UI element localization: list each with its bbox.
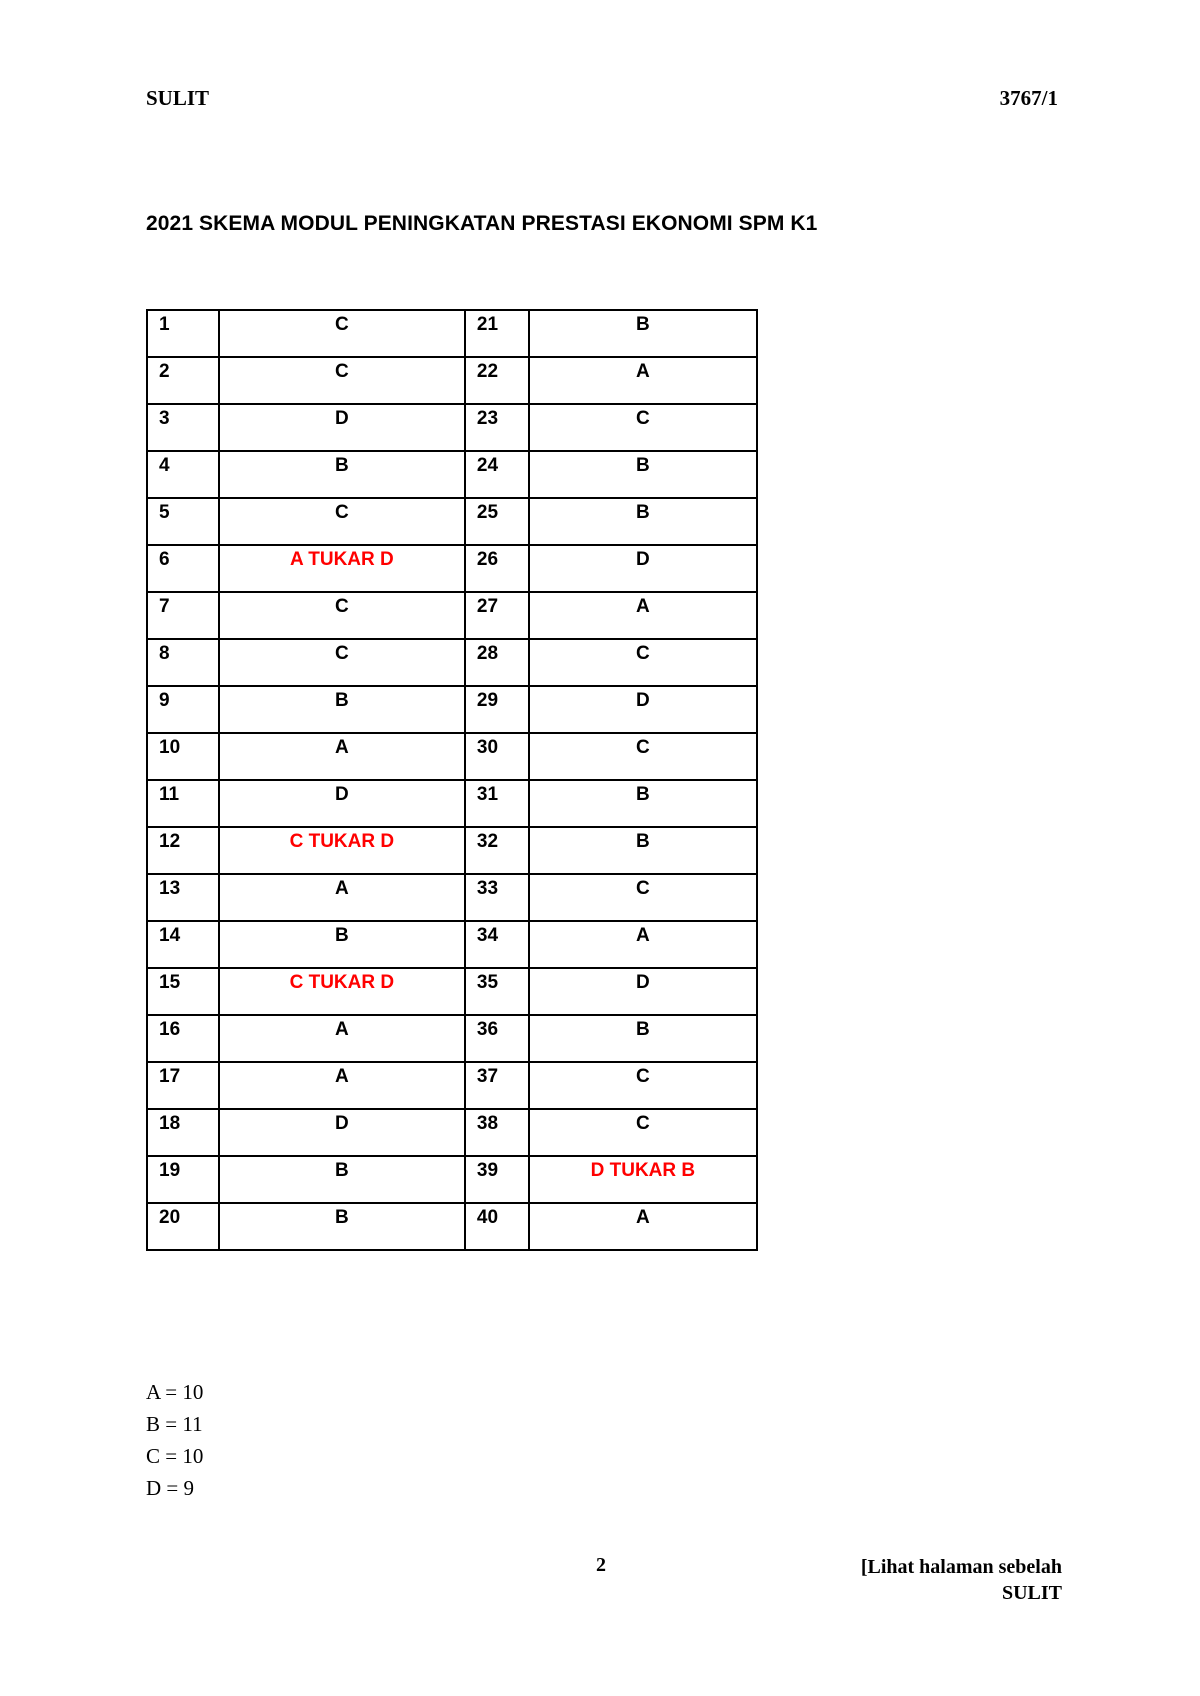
question-number: 25 [465, 498, 529, 545]
question-number: 11 [147, 780, 219, 827]
answer-cell: C [529, 404, 757, 451]
answer-key-body [147, 310, 757, 1250]
changed-answer-cell: C TUKAR D [219, 968, 465, 1015]
page-number: 2 [596, 1554, 606, 1576]
answer-cell: C [219, 639, 465, 686]
question-number: 36 [465, 1015, 529, 1062]
answer-row [147, 357, 757, 404]
footer-classification: SULIT [1001, 1582, 1062, 1604]
answer-cell: B [529, 451, 757, 498]
answer-cell: A [219, 1015, 465, 1062]
answer-row [147, 639, 757, 686]
distribution-line: D = 9 [146, 1476, 195, 1500]
changed-answer-cell: C TUKAR D [219, 827, 465, 874]
distribution-line: B = 11 [146, 1412, 203, 1436]
question-number: 28 [465, 639, 529, 686]
question-number: 39 [465, 1156, 529, 1203]
question-number: 27 [465, 592, 529, 639]
answer-cell: A [529, 1203, 757, 1250]
answer-cell: D [529, 545, 757, 592]
question-number: 2 [147, 357, 219, 404]
question-number: 21 [465, 310, 529, 357]
answer-row [147, 733, 757, 780]
answer-cell: A [529, 592, 757, 639]
question-number: 23 [465, 404, 529, 451]
answer-row [147, 780, 757, 827]
answer-row [147, 545, 757, 592]
question-number: 24 [465, 451, 529, 498]
answer-cell: C [219, 498, 465, 545]
answer-cell: B [219, 1156, 465, 1203]
distribution-line: C = 10 [146, 1444, 204, 1468]
answer-cell: D [219, 780, 465, 827]
changed-answer-cell: A TUKAR D [219, 545, 465, 592]
answer-cell: D [529, 968, 757, 1015]
answer-cell: B [219, 1203, 465, 1250]
answer-row [147, 592, 757, 639]
answer-distribution [146, 1376, 203, 1504]
question-number: 32 [465, 827, 529, 874]
answer-cell: D [529, 686, 757, 733]
answer-row [147, 451, 757, 498]
question-number: 18 [147, 1109, 219, 1156]
answer-cell: C [219, 310, 465, 357]
question-number: 35 [465, 968, 529, 1015]
question-number: 20 [147, 1203, 219, 1250]
question-number: 33 [465, 874, 529, 921]
question-number: 3 [147, 404, 219, 451]
question-number: 6 [147, 545, 219, 592]
question-number: 14 [147, 921, 219, 968]
question-number: 13 [147, 874, 219, 921]
answer-cell: B [219, 921, 465, 968]
answer-key-table [146, 309, 758, 1251]
question-number: 1 [147, 310, 219, 357]
answer-row [147, 921, 757, 968]
answer-cell: D [219, 404, 465, 451]
question-number: 7 [147, 592, 219, 639]
answer-cell: D [219, 1109, 465, 1156]
question-number: 19 [147, 1156, 219, 1203]
answer-cell: C [219, 592, 465, 639]
answer-cell: B [529, 498, 757, 545]
answer-row [147, 968, 757, 1015]
answer-row [147, 874, 757, 921]
answer-cell: A [529, 357, 757, 404]
distribution-line: A = 10 [146, 1380, 204, 1404]
answer-row [147, 1109, 757, 1156]
answer-cell: B [219, 451, 465, 498]
question-number: 38 [465, 1109, 529, 1156]
answer-cell: C [529, 639, 757, 686]
answer-row [147, 686, 757, 733]
question-number: 26 [465, 545, 529, 592]
answer-cell: C [529, 874, 757, 921]
question-number: 8 [147, 639, 219, 686]
question-number: 17 [147, 1062, 219, 1109]
answer-cell: B [529, 780, 757, 827]
answer-cell: B [529, 310, 757, 357]
document-title: 2021 SKEMA MODUL PENINGKATAN PRESTASI EKONOMI SPM K1 [146, 212, 818, 235]
next-page-note: [Lihat halaman sebelah [860, 1556, 1062, 1578]
question-number: 30 [465, 733, 529, 780]
header-paper-code: 3767/1 [999, 86, 1058, 110]
changed-answer-cell: D TUKAR B [529, 1156, 757, 1203]
header-classification: SULIT [146, 86, 210, 110]
answer-cell: B [529, 1015, 757, 1062]
answer-row [147, 404, 757, 451]
answer-row [147, 1015, 757, 1062]
answer-cell: C [529, 1062, 757, 1109]
question-number: 22 [465, 357, 529, 404]
answer-row [147, 1203, 757, 1250]
question-number: 34 [465, 921, 529, 968]
answer-cell: B [529, 827, 757, 874]
answer-cell: A [219, 1062, 465, 1109]
question-number: 12 [147, 827, 219, 874]
answer-cell: C [529, 1109, 757, 1156]
question-number: 16 [147, 1015, 219, 1062]
answer-cell: B [219, 686, 465, 733]
question-number: 9 [147, 686, 219, 733]
answer-row [147, 498, 757, 545]
answer-cell: A [219, 874, 465, 921]
answer-cell: C [219, 357, 465, 404]
answer-row [147, 827, 757, 874]
answer-row [147, 1156, 757, 1203]
footer-notes [861, 1554, 1062, 1606]
question-number: 31 [465, 780, 529, 827]
question-number: 5 [147, 498, 219, 545]
question-number: 10 [147, 733, 219, 780]
answer-row [147, 310, 757, 357]
answer-cell: C [529, 733, 757, 780]
answer-cell: A [219, 733, 465, 780]
question-number: 40 [465, 1203, 529, 1250]
question-number: 29 [465, 686, 529, 733]
question-number: 37 [465, 1062, 529, 1109]
answer-row [147, 1062, 757, 1109]
question-number: 4 [147, 451, 219, 498]
question-number: 15 [147, 968, 219, 1015]
answer-cell: A [529, 921, 757, 968]
